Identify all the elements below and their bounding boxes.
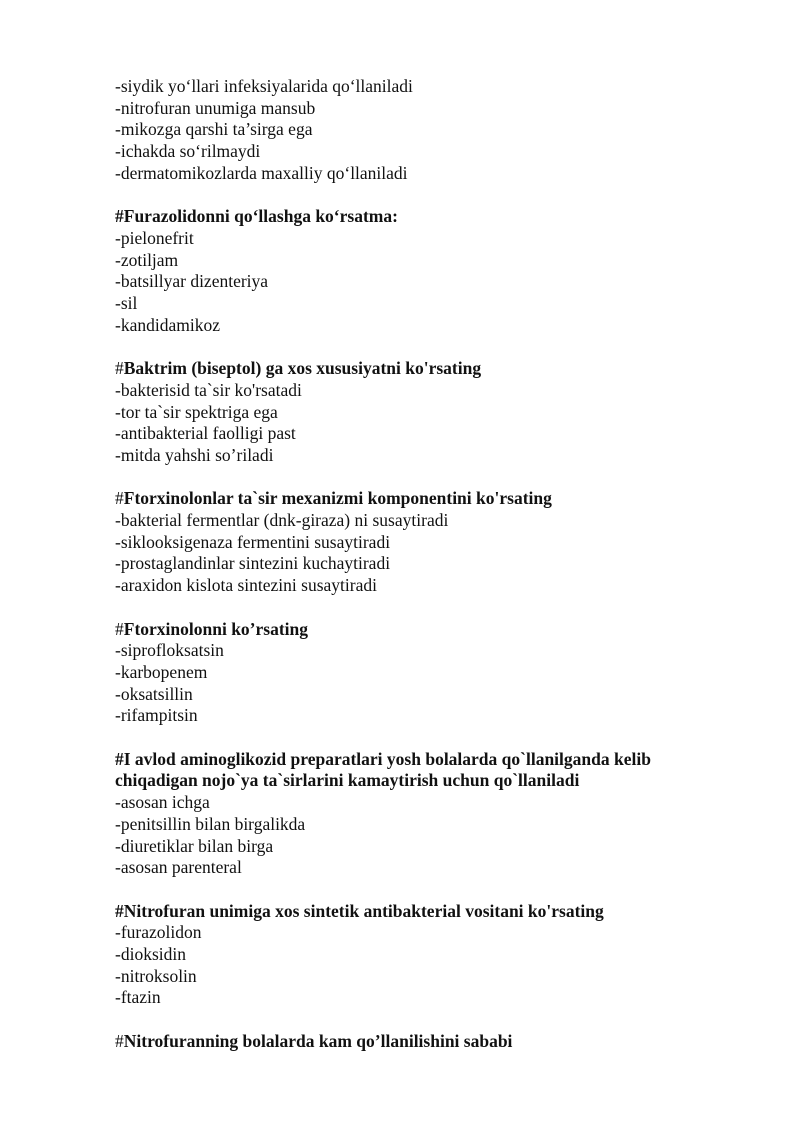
question-text: Furazolidonni qo‘llashga ko‘rsatma:	[123, 206, 398, 227]
question-heading	[115, 358, 735, 380]
option-line: -araxidon kislota sintezini susaytiradi	[115, 575, 377, 596]
option-line: -karbopenem	[115, 661, 208, 682]
option-line: -tor ta`sir spektriga ega	[115, 401, 278, 422]
question-marker: #	[115, 358, 124, 379]
question-text: Nitrofuran unimiga xos sintetik antibakterial vositani ko'rsating	[123, 900, 604, 921]
question-block	[115, 749, 735, 879]
option-line: -ftazin	[115, 987, 161, 1008]
option-line: -rifampitsin	[115, 705, 198, 726]
question-heading	[115, 619, 735, 641]
question-heading	[115, 206, 735, 228]
question-text: Baktrim (biseptol) ga xos xususiyatni ko'rsating	[123, 358, 482, 379]
question-text: Ftorxinolonni ko’rsating	[123, 618, 309, 639]
option-line: -mitda yahshi so’riladi	[115, 444, 274, 465]
intro-options	[115, 76, 735, 185]
question-block	[115, 488, 735, 597]
option-line: -ichakda so‘rilmaydi	[115, 141, 261, 162]
option-line: -bakterial fermentlar (dnk-giraza) ni susaytiradi	[115, 510, 449, 531]
question-marker: #	[115, 748, 124, 769]
question-list	[115, 206, 735, 1052]
question-block	[115, 1031, 735, 1053]
question-marker: #	[115, 618, 124, 639]
option-line: -siydik yo‘llari infeksiyalarida qo‘llaniladi	[115, 76, 413, 96]
question-heading	[115, 488, 735, 510]
question-block	[115, 619, 735, 728]
option-line: -asosan parenteral	[115, 857, 242, 878]
option-line: -batsillyar dizenteriya	[115, 271, 269, 292]
question-marker: #	[115, 900, 124, 921]
question-heading	[115, 901, 735, 923]
option-line: -bakterisid ta`sir ko'rsatadi	[115, 379, 302, 400]
option-line: -siprofloksatsin	[115, 640, 224, 661]
question-text: Nitrofuranning bolalarda kam qo’llanilishini sababi	[123, 1030, 513, 1051]
document-body	[115, 76, 735, 1053]
question-marker: #	[115, 1030, 124, 1051]
option-line: -dioksidin	[115, 944, 186, 965]
option-line: -diuretiklar bilan birga	[115, 835, 274, 856]
question-text: Ftorxinolonlar ta`sir mexanizmi komponentini ko'rsating	[123, 488, 552, 509]
option-line: -oksatsillin	[115, 683, 193, 704]
option-line: -furazolidon	[115, 922, 202, 943]
question-block	[115, 358, 735, 467]
option-line: -dermatomikozlarda maxalliy qo‘llaniladi	[115, 162, 408, 183]
option-line: -sil	[115, 293, 138, 314]
option-line: -penitsillin bilan birgalikda	[115, 813, 306, 834]
question-block	[115, 901, 735, 1010]
question-block	[115, 206, 735, 336]
option-line: -zotiljam	[115, 249, 179, 270]
option-line: -nitroksolin	[115, 965, 197, 986]
option-line: -siklooksigenaza fermentini susaytiradi	[115, 531, 391, 552]
option-line: -kandidamikoz	[115, 314, 220, 335]
question-text: I avlod aminoglikozid preparatlari yosh bolalarda qo`llanilganda kelib chiqadigan nojo`ya ta`sirlarini kamaytirish uchun qo`llaniladi	[115, 748, 651, 791]
option-line: -mikozga qarshi ta’sirga ega	[115, 119, 313, 140]
option-line: -pielonefrit	[115, 227, 194, 248]
option-line: -asosan ichga	[115, 792, 210, 813]
option-line: -antibakterial faolligi past	[115, 423, 296, 444]
option-line: -prostaglandinlar sintezini kuchaytiradi	[115, 553, 391, 574]
option-line: -nitrofuran unumiga mansub	[115, 97, 316, 118]
question-marker: #	[115, 488, 124, 509]
question-heading	[115, 1031, 735, 1053]
question-marker: #	[115, 206, 124, 227]
question-heading	[115, 749, 735, 792]
